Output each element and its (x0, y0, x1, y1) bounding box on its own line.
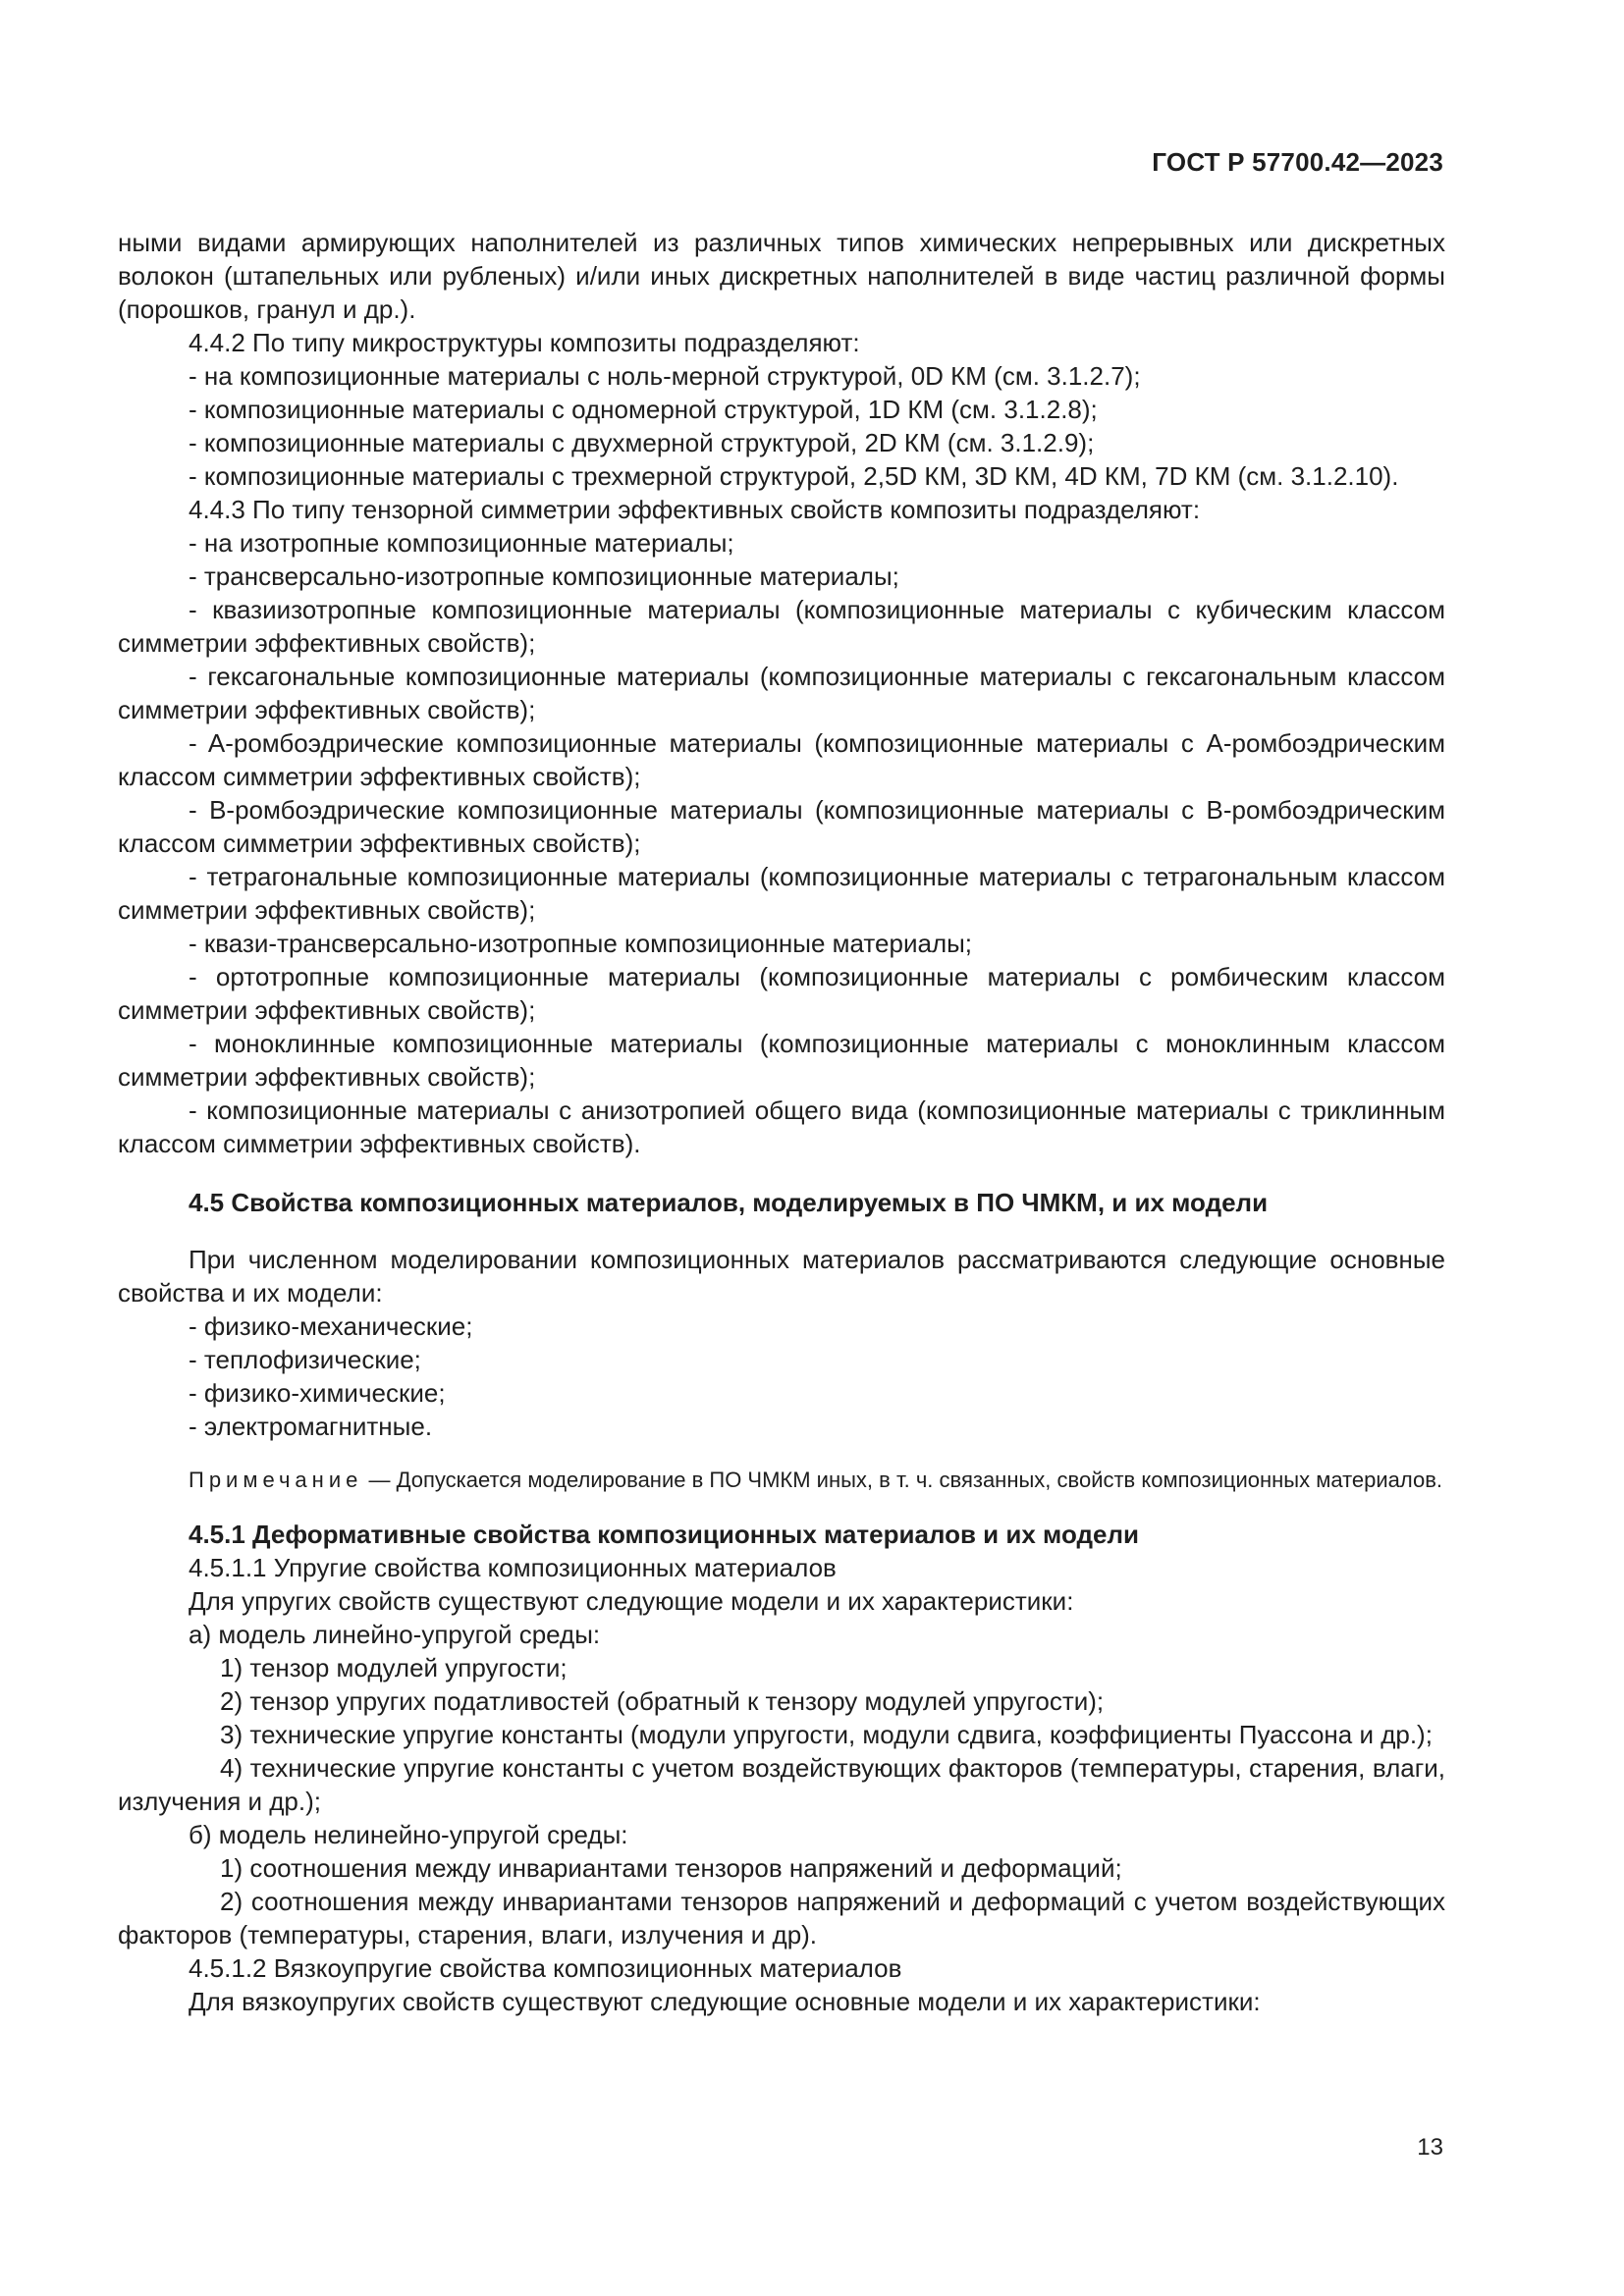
clause-4-5-1-2-lead: Для вязкоупругих свойств существуют следующие основные модели и их характеристики: (189, 1987, 1261, 2016)
list-item: - на изотропные композиционные материалы; (189, 528, 734, 558)
list-item: - композиционные материалы с одномерной структурой, 1D КМ (см. 3.1.2.8); (189, 395, 1098, 424)
list-item: - трансверсально-изотропные композиционные материалы; (189, 561, 899, 591)
list-item: - физико-химические; (189, 1378, 446, 1408)
note (118, 1465, 1445, 1496)
list-item: - гексагональные композиционные материалы (композиционные материалы с гексагональным классом симметрии эффективных свойств); (118, 662, 1445, 724)
list-item: - моноклинные композиционные материалы (композиционные материалы с моноклинным классом симметрии эффективных свойств); (118, 1029, 1445, 1092)
section-4-5-heading: 4.5 Свойства композиционных материалов, моделируемых в ПО ЧМКМ, и их модели (189, 1188, 1269, 1217)
clause-4-5-1-1-lead: Для упругих свойств существуют следующие модели и их характеристики: (189, 1586, 1074, 1616)
page-number: 13 (1417, 2134, 1443, 2161)
page-body (118, 226, 1445, 2018)
list-item: 3) технические упругие константы (модули упругости, модули сдвига, коэффициенты Пуассона и др.); (220, 1720, 1433, 1749)
model-b-title: б) модель нелинейно-упругой среды: (189, 1820, 628, 1849)
paragraph-continuation: ными видами армирующих наполнителей из различных типов химических непрерывных или дискретных волокон (штапельных или рубленых) и/или иных дискретных наполнителей в виде частиц различной формы (порошков, гранул и др.). (118, 228, 1445, 324)
list-item: - квази-трансверсально-изотропные композиционные материалы; (189, 929, 973, 958)
list-item: - электромагнитные. (189, 1412, 433, 1441)
list-item: 2) тензор упругих податливостей (обратный к тензору модулей упругости); (220, 1686, 1105, 1716)
list-item: - ортотропные композиционные материалы (композиционные материалы с ромбическим классом симметрии эффективных свойств); (118, 962, 1445, 1025)
list-item: - композиционные материалы с анизотропией общего вида (композиционные материалы с триклинным классом симметрии эффективных свойств). (118, 1095, 1445, 1158)
clause-4-5-1-1-title: 4.5.1.1 Упругие свойства композиционных материалов (189, 1553, 837, 1582)
list-item: - теплофизические; (189, 1345, 421, 1374)
list-item: - на композиционные материалы с ноль-мерной структурой, 0D КМ (см. 3.1.2.7); (189, 361, 1141, 391)
list-item: - композиционные материалы с двухмерной структурой, 2D КМ (см. 3.1.2.9); (189, 428, 1095, 457)
clause-4-5-1-2-title: 4.5.1.2 Вязкоупругие свойства композиционных материалов (189, 1953, 902, 1983)
list-item: 4) технические упругие константы с учетом воздействующих факторов (температуры, старения, влаги, излучения и др.); (118, 1753, 1445, 1816)
list-item: - физико-механические; (189, 1311, 473, 1341)
section-4-5-1-heading: 4.5.1 Деформативные свойства композиционных материалов и их модели (189, 1520, 1139, 1549)
section-4-5-lead: При численном моделировании композиционных материалов рассматриваются следующие основные свойства и их модели: (118, 1245, 1445, 1308)
model-a-title: а) модель линейно-упругой среды: (189, 1620, 601, 1649)
document-id-header: ГОСТ Р 57700.42—2023 (1152, 147, 1443, 177)
list-item: - B-ромбоэдрические композиционные материалы (композиционные материалы с B-ромбоэдрическим классом симметрии эффективных свойств); (118, 795, 1445, 858)
note-text: — Допускается моделирование в ПО ЧМКМ иных, в т. ч. связанных, свойств композиционных материалов. (362, 1468, 1443, 1492)
list-item: - A-ромбоэдрические композиционные материалы (композиционные материалы с A-ромбоэдрическим классом симметрии эффективных свойств); (118, 728, 1445, 791)
list-item: 1) соотношения между инвариантами тензоров напряжений и деформаций; (220, 1853, 1122, 1883)
list-item: - тетрагональные композиционные материалы (композиционные материалы с тетрагональным классом симметрии эффективных свойств); (118, 862, 1445, 925)
list-item: - квазиизотропные композиционные материалы (композиционные материалы с кубическим классом симметрии эффективных свойств); (118, 595, 1445, 658)
clause-4-4-2-lead: 4.4.2 По типу микроструктуры композиты подразделяют: (189, 328, 860, 357)
list-item: 1) тензор модулей упругости; (220, 1653, 568, 1682)
list-item: 2) соотношения между инвариантами тензоров напряжений и деформаций с учетом воздействующих факторов (температуры, старения, влаги, излучения и др). (118, 1887, 1445, 1949)
note-label: Примечание (189, 1468, 363, 1492)
clause-4-4-3-lead: 4.4.3 По типу тензорной симметрии эффективных свойств композиты подразделяют: (189, 495, 1201, 524)
list-item: - композиционные материалы с трехмерной структурой, 2,5D КМ, 3D КМ, 4D КМ, 7D КМ (см. 3.1.2.10). (189, 461, 1399, 491)
